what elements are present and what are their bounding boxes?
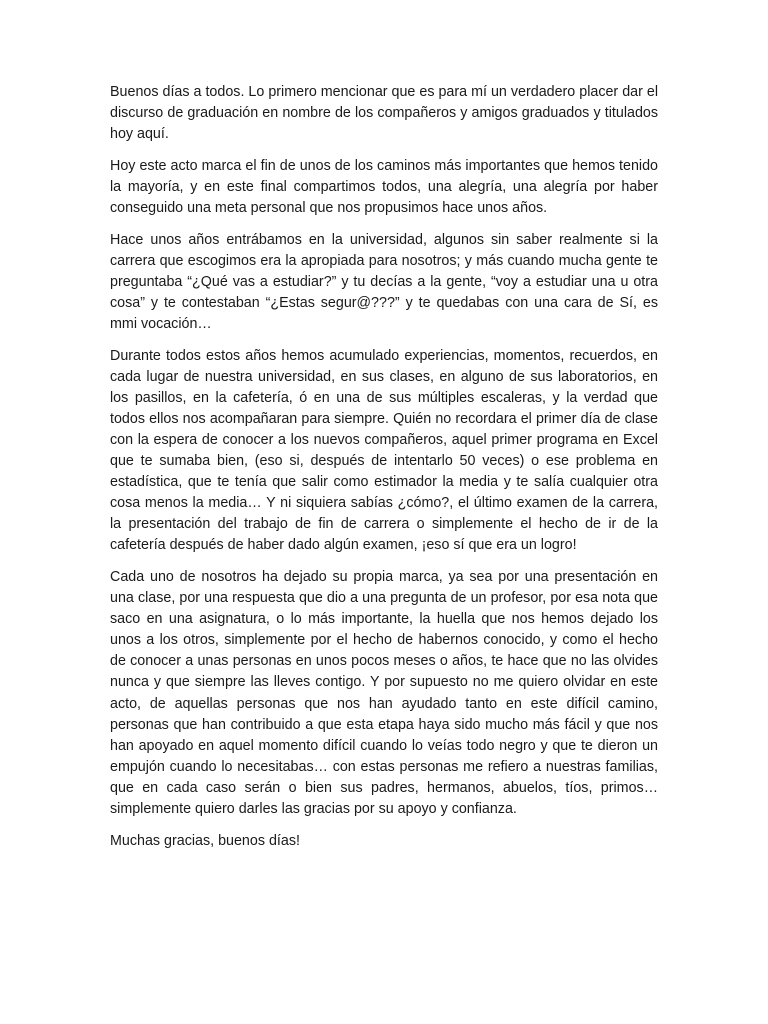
paragraph-greeting: Buenos días a todos. Lo primero mencionar que es para mí un verdadero placer dar el discurso de graduación en nombre de los compañeros y amigos graduados y titulados hoy aquí. — [110, 84, 658, 143]
paragraph-memories: Durante todos estos años hemos acumulado experiencias, momentos, recuerdos, en cada lugar de nuestra universidad, en sus clases, en alguno de sus laboratorios, en los pasillos, en la cafetería, ó en una de sus múltiples escaleras, y la verdad que todos ellos nos acompañaran para siempre. Quién no recordara el primer día de clase con la espera de conocer a los nuevos compañeros, aquel primer programa en Excel que te sumaba bien, (eso si, después de intentarlo 50 veces) o ese problema en estadística, que te tenía que salir como estimador la media y te salía cualquier otra cosa menos la media… Y ni siquiera sabías ¿cómo?, el último examen de la carrera, la presentación del trabajo de fin de carrera o simplemente el hecho de ir de la cafetería después de haber dado algún examen, ¡eso sí que era un logro! — [110, 347, 658, 554]
paragraph-closing: Muchas gracias, buenos días! — [110, 832, 300, 849]
paragraph-gratitude: Cada uno de nosotros ha dejado su propia marca, ya sea por una presentación en una clase, por una respuesta que dio a una pregunta de un profesor, por esa nota que saco en una asignatura, o lo más importante, la huella que nos hemos dejado los unos a los otros, simplemente por el hecho de habernos conocido, y como el hecho de conocer a unas personas en unos pocos meses o años, te hace que no las olvides nunca y que siempre las lleves contigo. Y por supuesto no me quiero olvidar en este acto, de aquellas personas que nos han ayudado tanto en este difícil camino, personas que han contribuido a que esta etapa haya sido mucho más fácil y que nos han apoyado en aquel momento difícil cuando lo veías todo negro y que te dieron un empujón cuando lo necesitabas… con estas personas me refiero a nuestras familias, que en cada caso serán o bien sus padres, hermanos, abuelos, tíos, primos… simplemente quiero darles las gracias por su apoyo y confianza. — [110, 568, 658, 817]
document-page — [110, 82, 658, 862]
paragraph-university-start: Hace unos años entrábamos en la universidad, algunos sin saber realmente si la carrera que escogimos era la apropiada para nosotros; y más cuando mucha gente te preguntaba “¿Qué vas a estudiar?” y tu decías a la gente, “voy a estudiar una u otra cosa” y te contestaban “¿Estas segur@???” y te quedabas con una cara de Sí, es mmi vocación… — [110, 231, 658, 332]
paragraph-milestone: Hoy este acto marca el fin de unos de los caminos más importantes que hemos tenido la mayoría, y en este final compartimos todos, una alegría, una alegría por haber conseguido una meta personal que nos propusimos hace unos años. — [110, 157, 658, 216]
